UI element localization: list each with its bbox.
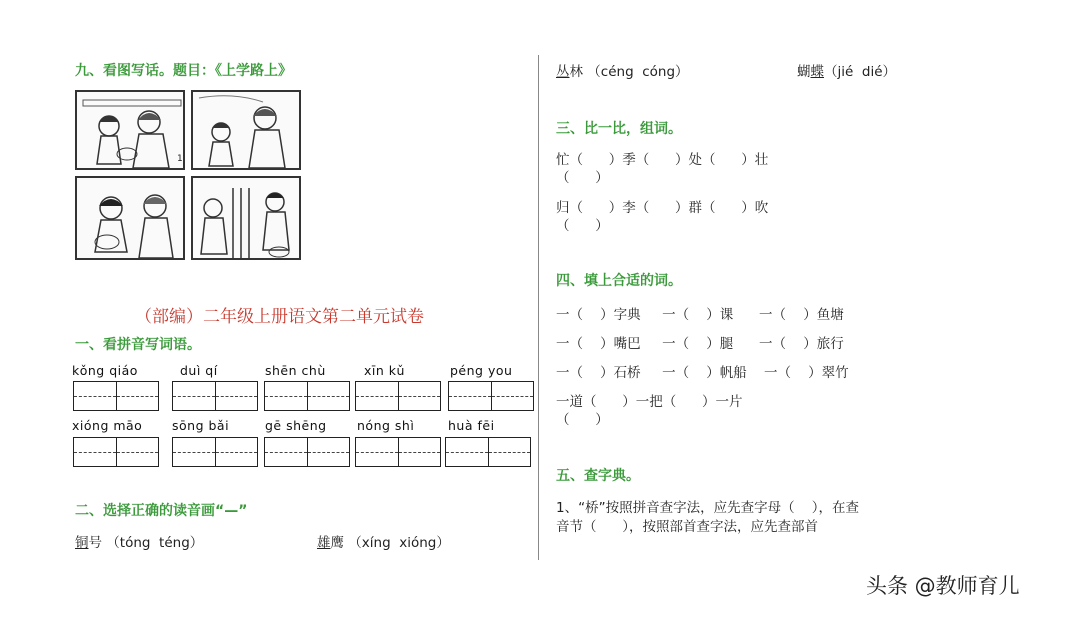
pinyin-label: sōng bǎi	[172, 418, 230, 433]
q2-item-rest: 号 （tóng téng）	[88, 535, 204, 551]
writing-grid[interactable]	[73, 381, 159, 411]
writing-grid[interactable]	[445, 437, 531, 467]
pinyin-label: nóng shì	[357, 418, 415, 433]
q2-item-xiongying	[317, 531, 450, 551]
section-1-title: 一、看拼音写词语。	[75, 337, 201, 353]
pinyin-label: péng you	[450, 363, 513, 378]
comic-panel-1	[75, 90, 185, 170]
pinyin-label: huà fēi	[448, 418, 495, 433]
q2-item-tongh	[75, 531, 203, 551]
writing-grid[interactable]	[172, 437, 258, 467]
s4-line: 一（ ）嘴巴 一（ ）腿 一（ ）旅行	[556, 336, 844, 352]
writing-grid[interactable]	[264, 381, 350, 411]
writing-grid[interactable]	[264, 437, 350, 467]
comic-panel-3	[75, 176, 185, 260]
q2-item-rest: 鹰 （xíng xióng）	[330, 535, 450, 551]
pinyin-label: xīn kǔ	[364, 363, 405, 378]
q2-item-hudie	[797, 60, 896, 80]
pinyin-label: kǒng qiáo	[72, 363, 138, 378]
pinyin-label: shēn chù	[265, 363, 326, 378]
comic-panel-2	[191, 90, 301, 170]
s4-line: 一道（ ）一把（ ）一片	[556, 394, 743, 410]
writing-grid[interactable]	[355, 381, 441, 411]
writing-grid[interactable]	[73, 437, 159, 467]
s4-line: 一（ ）石桥 一（ ）帆船 一（ ）翠竹	[556, 365, 849, 381]
comic-strip	[75, 90, 301, 260]
s5-line: 音节（ ），按照部首查字法，应先查部首	[556, 519, 818, 535]
section-2-title: 二、选择正确的读音画“—”	[75, 503, 248, 519]
writing-grid[interactable]	[355, 437, 441, 467]
section-5-title: 五、查字典。	[556, 468, 640, 484]
exam-title: （部编）二年级上册语文第二单元试卷	[135, 307, 424, 327]
column-divider	[538, 55, 539, 560]
q2-item-rest: （jié dié）	[824, 64, 897, 80]
s5-line: 1、“桥”按照拼音查字法，应先查字母（ ），在查	[556, 500, 859, 516]
section-4-title: 四、填上合适的词。	[556, 273, 682, 289]
s3-line: （ ）	[556, 170, 609, 186]
s4-line: （ ）	[556, 412, 609, 428]
pinyin-label: xióng māo	[72, 418, 143, 433]
writing-grid[interactable]	[172, 381, 258, 411]
writing-grid[interactable]	[448, 381, 534, 411]
underlined-char: 雄	[317, 535, 331, 551]
q2-item-conglin	[556, 60, 689, 80]
section-3-title: 三、比一比，组词。	[556, 121, 682, 137]
underlined-char: 丛	[556, 64, 570, 80]
s3-line: （ ）	[556, 218, 609, 234]
comic-panel-4	[191, 176, 301, 260]
underlined-char: 铜	[75, 535, 89, 551]
q2-item-head: 蝴	[797, 64, 811, 80]
panel-label: 1	[177, 154, 183, 164]
q2-item-rest: 林 （céng cóng）	[569, 64, 689, 80]
pinyin-label: duì qí	[180, 363, 218, 378]
s4-line: 一（ ）字典 一（ ）课 一（ ）鱼塘	[556, 307, 844, 323]
section-9-title: 九、看图写话。题目：《上学路上》	[75, 63, 292, 79]
underlined-char: 蝶	[810, 64, 824, 80]
pinyin-label: gē shēng	[265, 418, 327, 433]
s3-line: 归（ ）李（ ）群（ ）吹	[556, 200, 769, 216]
watermark: 头条 @教师育儿	[866, 574, 1020, 598]
s3-line: 忙（ ）季（ ）处（ ）壮	[556, 152, 769, 168]
